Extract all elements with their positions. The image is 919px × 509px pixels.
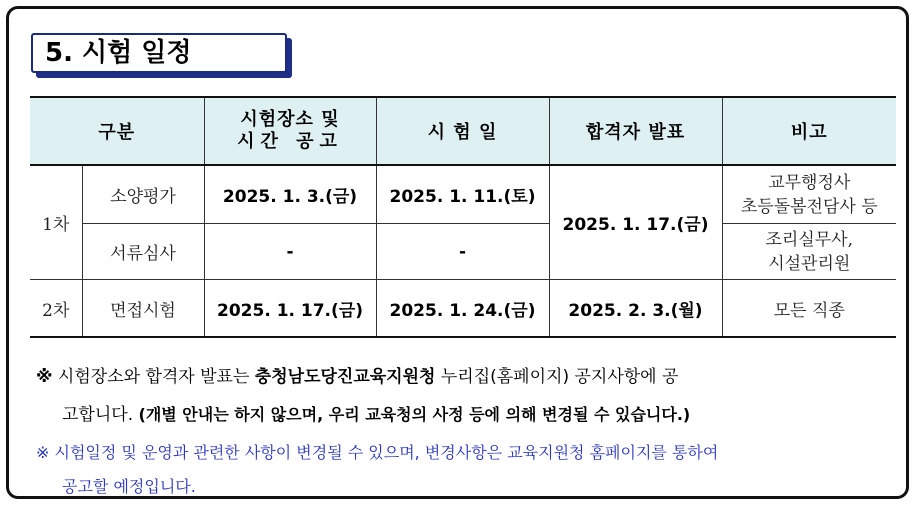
venue-notice-date: 2025. 1. 3.(금): [204, 165, 376, 224]
remarks-cell: [722, 165, 896, 224]
header-result-announcement: 합격자 발표: [549, 97, 722, 165]
exam-type-cell: 면접시험: [82, 280, 204, 338]
exam-type-cell: 서류심사: [82, 224, 204, 280]
change-notice-line-1: ※ 시험일정 및 운영과 관련한 사항이 변경될 수 있으며, 변경사항은 교육지원청 홈페이지를 통하여: [36, 443, 719, 462]
notice-line-1: [36, 362, 678, 387]
office-name: 충청남도당진교육지원청: [254, 367, 436, 387]
header-venue-notice: [204, 97, 376, 165]
change-notice-line-2: 공고할 예정입니다.: [62, 477, 196, 496]
result-date: 2025. 2. 3.(월): [549, 280, 722, 338]
exam-type-cell: 소양평가: [82, 165, 204, 224]
remarks-line1: 조리실무사,: [765, 229, 853, 250]
header-venue-line1: 시험장소 및: [240, 109, 340, 130]
header-venue-line2: 시간 공고: [237, 131, 343, 152]
section-title: 5. 시험 일정: [31, 33, 287, 73]
notice-emphasis: (개별 안내는 하지 않으며, 우리 교육청의 사정 등에 의해 변경될 수 있습니다.): [138, 405, 691, 424]
header-exam-date: 시 험 일: [376, 97, 549, 165]
venue-notice-date: 2025. 1. 17.(금): [204, 280, 376, 338]
exam-date: -: [376, 224, 549, 280]
remarks-cell: 모든 직종: [722, 280, 896, 338]
notice-line-2: [62, 400, 690, 425]
table-row: [30, 165, 896, 224]
exam-date: 2025. 1. 24.(금): [376, 280, 549, 338]
remarks-line1: 교무행정사: [768, 172, 851, 193]
header-category: 구분: [30, 97, 204, 165]
table-header-row: [30, 97, 896, 165]
notice-text: 누리집(홈페이지) 공지사항에 공: [435, 367, 679, 387]
stage-2-label: 2차: [30, 280, 82, 338]
venue-notice-date: -: [204, 224, 376, 280]
stage-1-label: 1차: [30, 165, 82, 280]
notice-text: 고합니다.: [62, 405, 139, 425]
exam-date: 2025. 1. 11.(토): [376, 165, 549, 224]
remarks-cell: [722, 224, 896, 280]
table-row: [30, 280, 896, 338]
header-remarks: 비고: [722, 97, 896, 165]
exam-schedule-table: [30, 96, 896, 338]
table-row: [30, 224, 896, 280]
result-date: 2025. 1. 17.(금): [549, 165, 722, 280]
remarks-line2: 초등돌봄전담사 등: [740, 196, 878, 217]
notice-text: 시험장소와 합격자 발표는: [52, 367, 255, 387]
remarks-line2: 시설관리원: [768, 253, 851, 274]
reference-mark: ※: [36, 367, 53, 387]
